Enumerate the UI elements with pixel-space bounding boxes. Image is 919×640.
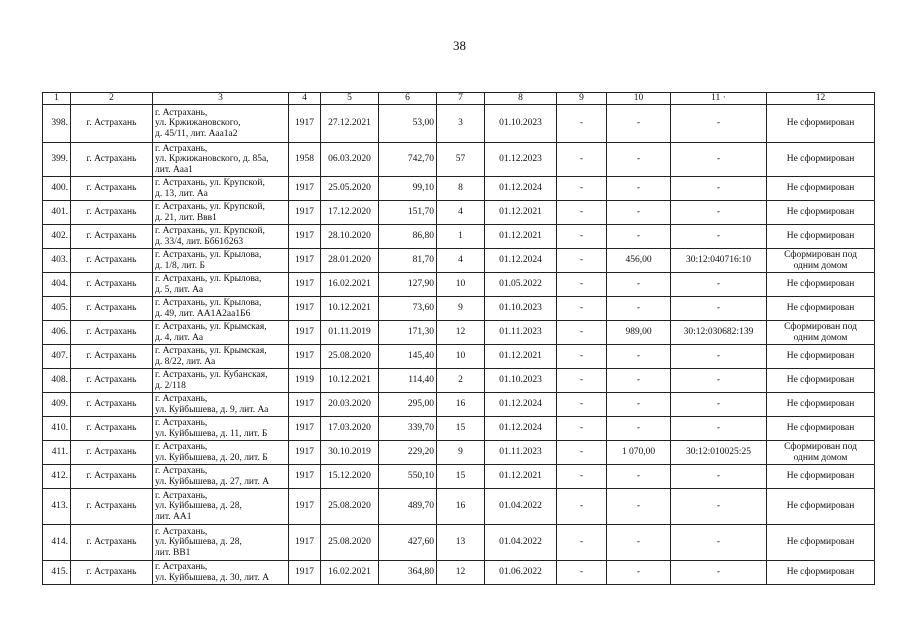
address-cell: г. Астрахань, ул. Кржижановского, д. 45/11, лит. Ааа1а2 — [153, 105, 289, 143]
count-cell: 4 — [437, 201, 485, 225]
col9-cell: - — [557, 393, 607, 417]
date-cell: 25.08.2020 — [321, 489, 379, 525]
deadline-cell: 01.12.2021 — [485, 465, 557, 489]
col10-cell: - — [607, 393, 671, 417]
year-cell: 1917 — [289, 489, 321, 525]
city-cell: г. Астрахань — [71, 273, 153, 297]
cadastral-number-cell: - — [671, 297, 767, 321]
deadline-cell: 01.05.2022 — [485, 273, 557, 297]
year-cell: 1917 — [289, 225, 321, 249]
table-row — [43, 369, 875, 393]
status-cell: Сформирован под одним домом — [767, 249, 875, 273]
city-cell: г. Астрахань — [71, 489, 153, 525]
date-cell: 16.02.2021 — [321, 561, 379, 585]
cadastral-number-cell: 30:12:030682:139 — [671, 321, 767, 345]
row-number-cell: 410. — [43, 417, 71, 441]
area-cell: 99,10 — [379, 177, 437, 201]
status-cell: Не сформирован — [767, 417, 875, 441]
status-cell: Не сформирован — [767, 465, 875, 489]
col10-cell: - — [607, 143, 671, 177]
count-cell: 9 — [437, 297, 485, 321]
area-cell: 151,70 — [379, 201, 437, 225]
city-cell: г. Астрахань — [71, 393, 153, 417]
city-cell: г. Астрахань — [71, 201, 153, 225]
col9-cell: - — [557, 273, 607, 297]
address-cell: г. Астрахань, ул. Кубанская, д. 2/118 — [153, 369, 289, 393]
cadastral-number-cell: - — [671, 143, 767, 177]
date-cell: 17.03.2020 — [321, 417, 379, 441]
row-number-cell: 413. — [43, 489, 71, 525]
cadastral-number-cell: - — [671, 345, 767, 369]
address-cell: г. Астрахань, ул. Куйбышева, д. 28, лит. АА1 — [153, 489, 289, 525]
table-row — [43, 393, 875, 417]
column-header: 9 — [557, 93, 607, 105]
table-row — [43, 345, 875, 369]
area-cell: 229,20 — [379, 441, 437, 465]
col10-cell: - — [607, 105, 671, 143]
col10-cell: 989,00 — [607, 321, 671, 345]
column-header: 12 — [767, 93, 875, 105]
address-cell: г. Астрахань, ул. Кржижановского, д. 85а, лит. Ааа1 — [153, 143, 289, 177]
count-cell: 3 — [437, 105, 485, 143]
col10-cell: - — [607, 225, 671, 249]
city-cell: г. Астрахань — [71, 225, 153, 249]
col10-cell: - — [607, 465, 671, 489]
deadline-cell: 01.04.2022 — [485, 525, 557, 561]
cadastral-number-cell: 30:12:040716:10 — [671, 249, 767, 273]
deadline-cell: 01.12.2024 — [485, 393, 557, 417]
column-header: 2 — [71, 93, 153, 105]
city-cell: г. Астрахань — [71, 177, 153, 201]
year-cell: 1917 — [289, 441, 321, 465]
count-cell: 8 — [437, 177, 485, 201]
address-cell: г. Астрахань, ул. Куйбышева, д. 30, лит. А — [153, 561, 289, 585]
col9-cell: - — [557, 465, 607, 489]
col10-cell: - — [607, 345, 671, 369]
status-cell: Не сформирован — [767, 393, 875, 417]
cadastral-number-cell: - — [671, 489, 767, 525]
deadline-cell: 01.04.2022 — [485, 489, 557, 525]
status-cell: Не сформирован — [767, 489, 875, 525]
col9-cell: - — [557, 105, 607, 143]
row-number-cell: 398. — [43, 105, 71, 143]
col10-cell: - — [607, 525, 671, 561]
address-cell: г. Астрахань, ул. Крупской, д. 33/4, лит. Бб61б263 — [153, 225, 289, 249]
table-row — [43, 105, 875, 143]
city-cell: г. Астрахань — [71, 297, 153, 321]
city-cell: г. Астрахань — [71, 249, 153, 273]
deadline-cell: 01.12.2023 — [485, 143, 557, 177]
count-cell: 10 — [437, 273, 485, 297]
row-number-cell: 407. — [43, 345, 71, 369]
address-cell: г. Астрахань, ул. Куйбышева, д. 9, лит. Аа — [153, 393, 289, 417]
year-cell: 1917 — [289, 525, 321, 561]
cadastral-number-cell: - — [671, 225, 767, 249]
row-number-cell: 404. — [43, 273, 71, 297]
date-cell: 06.03.2020 — [321, 143, 379, 177]
table-row — [43, 143, 875, 177]
deadline-cell: 01.12.2021 — [485, 201, 557, 225]
address-cell: г. Астрахань, ул. Куйбышева, д. 28, лит. ВВ1 — [153, 525, 289, 561]
col10-cell: - — [607, 273, 671, 297]
row-number-cell: 409. — [43, 393, 71, 417]
cadastral-number-cell: - — [671, 105, 767, 143]
status-cell: Не сформирован — [767, 201, 875, 225]
table-row — [43, 297, 875, 321]
area-cell: 364,80 — [379, 561, 437, 585]
row-number-cell: 414. — [43, 525, 71, 561]
area-cell: 489,70 — [379, 489, 437, 525]
col9-cell: - — [557, 525, 607, 561]
col10-cell: 1 070,00 — [607, 441, 671, 465]
status-cell: Не сформирован — [767, 345, 875, 369]
date-cell: 27.12.2021 — [321, 105, 379, 143]
date-cell: 01.11.2019 — [321, 321, 379, 345]
col9-cell: - — [557, 369, 607, 393]
page-number: 38 — [453, 38, 466, 53]
col9-cell: - — [557, 489, 607, 525]
table-row — [43, 177, 875, 201]
row-number-cell: 402. — [43, 225, 71, 249]
table-row — [43, 201, 875, 225]
year-cell: 1917 — [289, 201, 321, 225]
date-cell: 25.08.2020 — [321, 345, 379, 369]
column-header: 4 — [289, 93, 321, 105]
city-cell: г. Астрахань — [71, 465, 153, 489]
address-cell: г. Астрахань, ул. Куйбышева, д. 27, лит. А — [153, 465, 289, 489]
area-cell: 145,40 — [379, 345, 437, 369]
address-cell: г. Астрахань, ул. Крымская, д. 4, лит. Аа — [153, 321, 289, 345]
address-cell: г. Астрахань, ул. Крупской, д. 13, лит. Аа — [153, 177, 289, 201]
table-row — [43, 321, 875, 345]
cadastral-number-cell: - — [671, 525, 767, 561]
column-header: 6 — [379, 93, 437, 105]
col9-cell: - — [557, 201, 607, 225]
col9-cell: - — [557, 143, 607, 177]
area-cell: 295,00 — [379, 393, 437, 417]
table-row — [43, 489, 875, 525]
area-cell: 339,70 — [379, 417, 437, 441]
col9-cell: - — [557, 297, 607, 321]
date-cell: 16.02.2021 — [321, 273, 379, 297]
date-cell: 28.01.2020 — [321, 249, 379, 273]
city-cell: г. Астрахань — [71, 561, 153, 585]
table-row — [43, 417, 875, 441]
count-cell: 16 — [437, 393, 485, 417]
year-cell: 1917 — [289, 561, 321, 585]
year-cell: 1919 — [289, 369, 321, 393]
col9-cell: - — [557, 417, 607, 441]
city-cell: г. Астрахань — [71, 105, 153, 143]
row-number-cell: 405. — [43, 297, 71, 321]
city-cell: г. Астрахань — [71, 345, 153, 369]
date-cell: 10.12.2021 — [321, 369, 379, 393]
cadastral-number-cell: - — [671, 273, 767, 297]
date-cell: 25.05.2020 — [321, 177, 379, 201]
address-cell: г. Астрахань, ул. Крылова, д. 1/8, лит. Б — [153, 249, 289, 273]
area-cell: 127,90 — [379, 273, 437, 297]
col10-cell: - — [607, 369, 671, 393]
area-cell: 86,80 — [379, 225, 437, 249]
row-number-cell: 403. — [43, 249, 71, 273]
column-header: 7 — [437, 93, 485, 105]
cadastral-number-cell: - — [671, 417, 767, 441]
address-cell: г. Астрахань, ул. Куйбышева, д. 11, лит. Б — [153, 417, 289, 441]
count-cell: 12 — [437, 321, 485, 345]
year-cell: 1958 — [289, 143, 321, 177]
area-cell: 171,30 — [379, 321, 437, 345]
deadline-cell: 01.06.2022 — [485, 561, 557, 585]
table-row — [43, 249, 875, 273]
area-cell: 53,00 — [379, 105, 437, 143]
table-row — [43, 441, 875, 465]
area-cell: 81,70 — [379, 249, 437, 273]
year-cell: 1917 — [289, 249, 321, 273]
deadline-cell: 01.12.2024 — [485, 177, 557, 201]
col9-cell: - — [557, 177, 607, 201]
date-cell: 20.03.2020 — [321, 393, 379, 417]
status-cell: Сформирован под одним домом — [767, 441, 875, 465]
row-number-cell: 401. — [43, 201, 71, 225]
count-cell: 1 — [437, 225, 485, 249]
deadline-cell: 01.10.2023 — [485, 297, 557, 321]
count-cell: 2 — [437, 369, 485, 393]
row-number-cell: 408. — [43, 369, 71, 393]
status-cell: Не сформирован — [767, 225, 875, 249]
date-cell: 30.10.2019 — [321, 441, 379, 465]
row-number-cell: 400. — [43, 177, 71, 201]
row-number-cell: 411. — [43, 441, 71, 465]
column-header: 8 — [485, 93, 557, 105]
status-cell: Не сформирован — [767, 273, 875, 297]
table-row — [43, 465, 875, 489]
year-cell: 1917 — [289, 273, 321, 297]
col9-cell: - — [557, 225, 607, 249]
col10-cell: - — [607, 177, 671, 201]
deadline-cell: 01.12.2021 — [485, 345, 557, 369]
column-header: 1 — [43, 93, 71, 105]
column-header: 11 · — [671, 93, 767, 105]
city-cell: г. Астрахань — [71, 321, 153, 345]
area-cell: 427,60 — [379, 525, 437, 561]
col9-cell: - — [557, 345, 607, 369]
cadastral-number-cell: - — [671, 177, 767, 201]
col10-cell: - — [607, 489, 671, 525]
count-cell: 12 — [437, 561, 485, 585]
header-row — [43, 93, 875, 105]
col10-cell: - — [607, 417, 671, 441]
deadline-cell: 01.12.2021 — [485, 225, 557, 249]
date-cell: 10.12.2021 — [321, 297, 379, 321]
column-header: 3 — [153, 93, 289, 105]
count-cell: 15 — [437, 417, 485, 441]
row-number-cell: 412. — [43, 465, 71, 489]
row-number-cell: 406. — [43, 321, 71, 345]
col9-cell: - — [557, 321, 607, 345]
count-cell: 4 — [437, 249, 485, 273]
col9-cell: - — [557, 249, 607, 273]
count-cell: 16 — [437, 489, 485, 525]
table-row — [43, 273, 875, 297]
address-cell: г. Астрахань, ул. Крылова, д. 49, лит. АА1А2аа1Б6 — [153, 297, 289, 321]
col9-cell: - — [557, 561, 607, 585]
deadline-cell: 01.11.2023 — [485, 321, 557, 345]
col10-cell: - — [607, 297, 671, 321]
city-cell: г. Астрахань — [71, 369, 153, 393]
col10-cell: - — [607, 201, 671, 225]
table-row — [43, 225, 875, 249]
year-cell: 1917 — [289, 393, 321, 417]
status-cell: Не сформирован — [767, 105, 875, 143]
area-cell: 114,40 — [379, 369, 437, 393]
column-header: 10 — [607, 93, 671, 105]
year-cell: 1917 — [289, 345, 321, 369]
cadastral-number-cell: - — [671, 561, 767, 585]
row-number-cell: 415. — [43, 561, 71, 585]
table-row — [43, 525, 875, 561]
address-cell: г. Астрахань, ул. Крымская, д. 8/22, лит. Аа — [153, 345, 289, 369]
row-number-cell: 399. — [43, 143, 71, 177]
deadline-cell: 01.10.2023 — [485, 105, 557, 143]
city-cell: г. Астрахань — [71, 525, 153, 561]
year-cell: 1917 — [289, 465, 321, 489]
count-cell: 9 — [437, 441, 485, 465]
area-cell: 742,70 — [379, 143, 437, 177]
cadastral-number-cell: - — [671, 369, 767, 393]
address-cell: г. Астрахань, ул. Крупской, д. 21, лит. Ввв1 — [153, 201, 289, 225]
status-cell: Не сформирован — [767, 297, 875, 321]
status-cell: Сформирован под одним домом — [767, 321, 875, 345]
city-cell: г. Астрахань — [71, 441, 153, 465]
year-cell: 1917 — [289, 177, 321, 201]
status-cell: Не сформирован — [767, 177, 875, 201]
date-cell: 17.12.2020 — [321, 201, 379, 225]
deadline-cell: 01.11.2023 — [485, 441, 557, 465]
city-cell: г. Астрахань — [71, 417, 153, 441]
date-cell: 28.10.2020 — [321, 225, 379, 249]
count-cell: 13 — [437, 525, 485, 561]
status-cell: Не сформирован — [767, 369, 875, 393]
count-cell: 15 — [437, 465, 485, 489]
cadastral-number-cell: 30:12:010025:25 — [671, 441, 767, 465]
date-cell: 25.08.2020 — [321, 525, 379, 561]
deadline-cell: 01.10.2023 — [485, 369, 557, 393]
cadastral-number-cell: - — [671, 393, 767, 417]
address-cell: г. Астрахань, ул. Крылова, д. 5, лит. Аа — [153, 273, 289, 297]
col10-cell: - — [607, 561, 671, 585]
column-header: 5 — [321, 93, 379, 105]
count-cell: 57 — [437, 143, 485, 177]
year-cell: 1917 — [289, 417, 321, 441]
cadastral-number-cell: - — [671, 201, 767, 225]
status-cell: Не сформирован — [767, 561, 875, 585]
status-cell: Не сформирован — [767, 525, 875, 561]
year-cell: 1917 — [289, 297, 321, 321]
col9-cell: - — [557, 441, 607, 465]
city-cell: г. Астрахань — [71, 143, 153, 177]
deadline-cell: 01.12.2024 — [485, 417, 557, 441]
address-cell: г. Астрахань, ул. Куйбышева, д. 20, лит. Б — [153, 441, 289, 465]
col10-cell: 456,00 — [607, 249, 671, 273]
count-cell: 10 — [437, 345, 485, 369]
date-cell: 15.12.2020 — [321, 465, 379, 489]
register-table — [42, 92, 875, 585]
year-cell: 1917 — [289, 105, 321, 143]
cadastral-number-cell: - — [671, 465, 767, 489]
deadline-cell: 01.12.2024 — [485, 249, 557, 273]
area-cell: 550,10 — [379, 465, 437, 489]
status-cell: Не сформирован — [767, 143, 875, 177]
year-cell: 1917 — [289, 321, 321, 345]
table-row — [43, 561, 875, 585]
area-cell: 73,60 — [379, 297, 437, 321]
